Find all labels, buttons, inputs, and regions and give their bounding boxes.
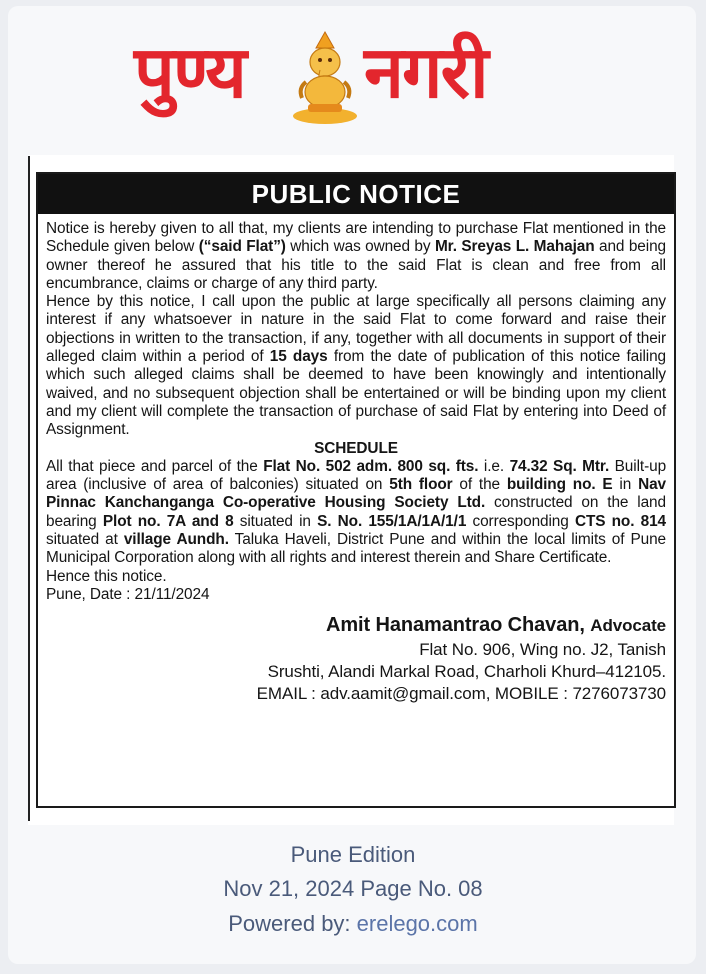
text-run: of the [452, 476, 507, 494]
text-run: S. No. 155/1A/1A/1/1 [317, 512, 467, 530]
advocate-role: Advocate [590, 616, 666, 636]
text-run: Hence by this notice, I call upon the public at large specifically all persons claiming any interest if any whatsoever in nature in the said Flat to come forward and raise their objections in written to the transaction, if any, together with all documents in support of their alleged claim within a period of [46, 293, 666, 366]
notice-paragraph-intro [46, 220, 666, 293]
text-run: Mr. Sreyas L. Mahajan [434, 238, 595, 256]
ganesha-icon [290, 26, 360, 126]
powered-by [0, 907, 706, 941]
public-notice [36, 172, 676, 808]
masthead-title-right: नगरी [364, 30, 487, 114]
text-run: constructed on the land bearing [46, 494, 666, 530]
advocate-contact: EMAIL : adv.aamit@gmail.com, MOBILE : 7276073730 [256, 684, 666, 704]
masthead-title-left: पुण्य [134, 30, 245, 114]
text-run: Taluka Haveli, District Pune and within the local limits of Pune Municipal Corporation along with all rights and interest therein and Share Certificate. [46, 531, 666, 567]
text-run: Plot no. 7A and 8 [102, 512, 234, 530]
text-run: All that piece and parcel of the [46, 457, 264, 475]
edition-date-page: Nov 21, 2024 Page No. 08 [223, 876, 483, 901]
advocate-signature [46, 612, 666, 705]
newspaper-masthead [130, 22, 570, 134]
text-run: situated at [46, 531, 124, 549]
notice-closing: Hence this notice. [46, 567, 167, 585]
text-run: and being owner thereof he assured that his title to the said Flat is clean and free from all encumbrance, claims or charge of any third party. [46, 238, 666, 292]
notice-title: PUBLIC NOTICE [38, 174, 674, 214]
text-run: Notice is hereby given to all that, my clients are intending to purchase Flat mentioned in the Schedule given below [46, 220, 666, 256]
advocate-address-line1: Flat No. 906, Wing no. J2, Tanish [419, 640, 666, 660]
schedule-heading: SCHEDULE [314, 439, 398, 457]
text-run: which was owned by [285, 238, 435, 256]
text-run: CTS no. 814 [574, 512, 666, 530]
notice-place-date: Pune, Date : 21/11/2024 [46, 585, 210, 603]
text-run: situated in [233, 512, 318, 530]
text-run: i.e. [478, 457, 510, 475]
advocate-name-line [46, 612, 666, 639]
edition-label: Pune Edition [290, 842, 416, 867]
text-run: building no. E [506, 476, 613, 494]
text-run: 5th floor [389, 476, 453, 494]
notice-paragraph-objection [46, 293, 666, 439]
notice-body [38, 214, 674, 705]
text-run: Built-up area (inclusive of area of balconies) situated on [46, 457, 667, 494]
text-run: Nav Pinnac Kanchanganga Co-operative Housing Society Ltd. [46, 476, 666, 512]
text-run: village Aundh. [123, 531, 229, 549]
powered-by-label: Powered by: [228, 911, 357, 936]
advocate-address-line2: Srushti, Alandi Markal Road, Charholi Khurd–412105. [267, 662, 666, 682]
schedule-description [46, 458, 666, 568]
advocate-name: Amit Hanamantrao Chavan, [326, 614, 585, 637]
text-run: 74.32 Sq. Mtr. [509, 457, 610, 475]
text-run: 15 days [269, 348, 328, 366]
text-run: in [612, 476, 639, 494]
text-run: Flat No. 502 adm. 800 sq. fts. [263, 457, 479, 475]
powered-by-link[interactable]: erelego.com [356, 911, 478, 936]
column-rule [28, 156, 30, 821]
text-run: (“said Flat”) [198, 238, 286, 256]
text-run: corresponding [466, 512, 575, 530]
text-run: from the date of publication of this notice failing which such alleged claims shall be deemed to have been knowingly and intentionally waived, and no subsequent objection shall be entertained or will be binding upon my client and my client will complete the transaction of purchase of said Flat by entering into Deed of Assignment. [46, 348, 667, 439]
